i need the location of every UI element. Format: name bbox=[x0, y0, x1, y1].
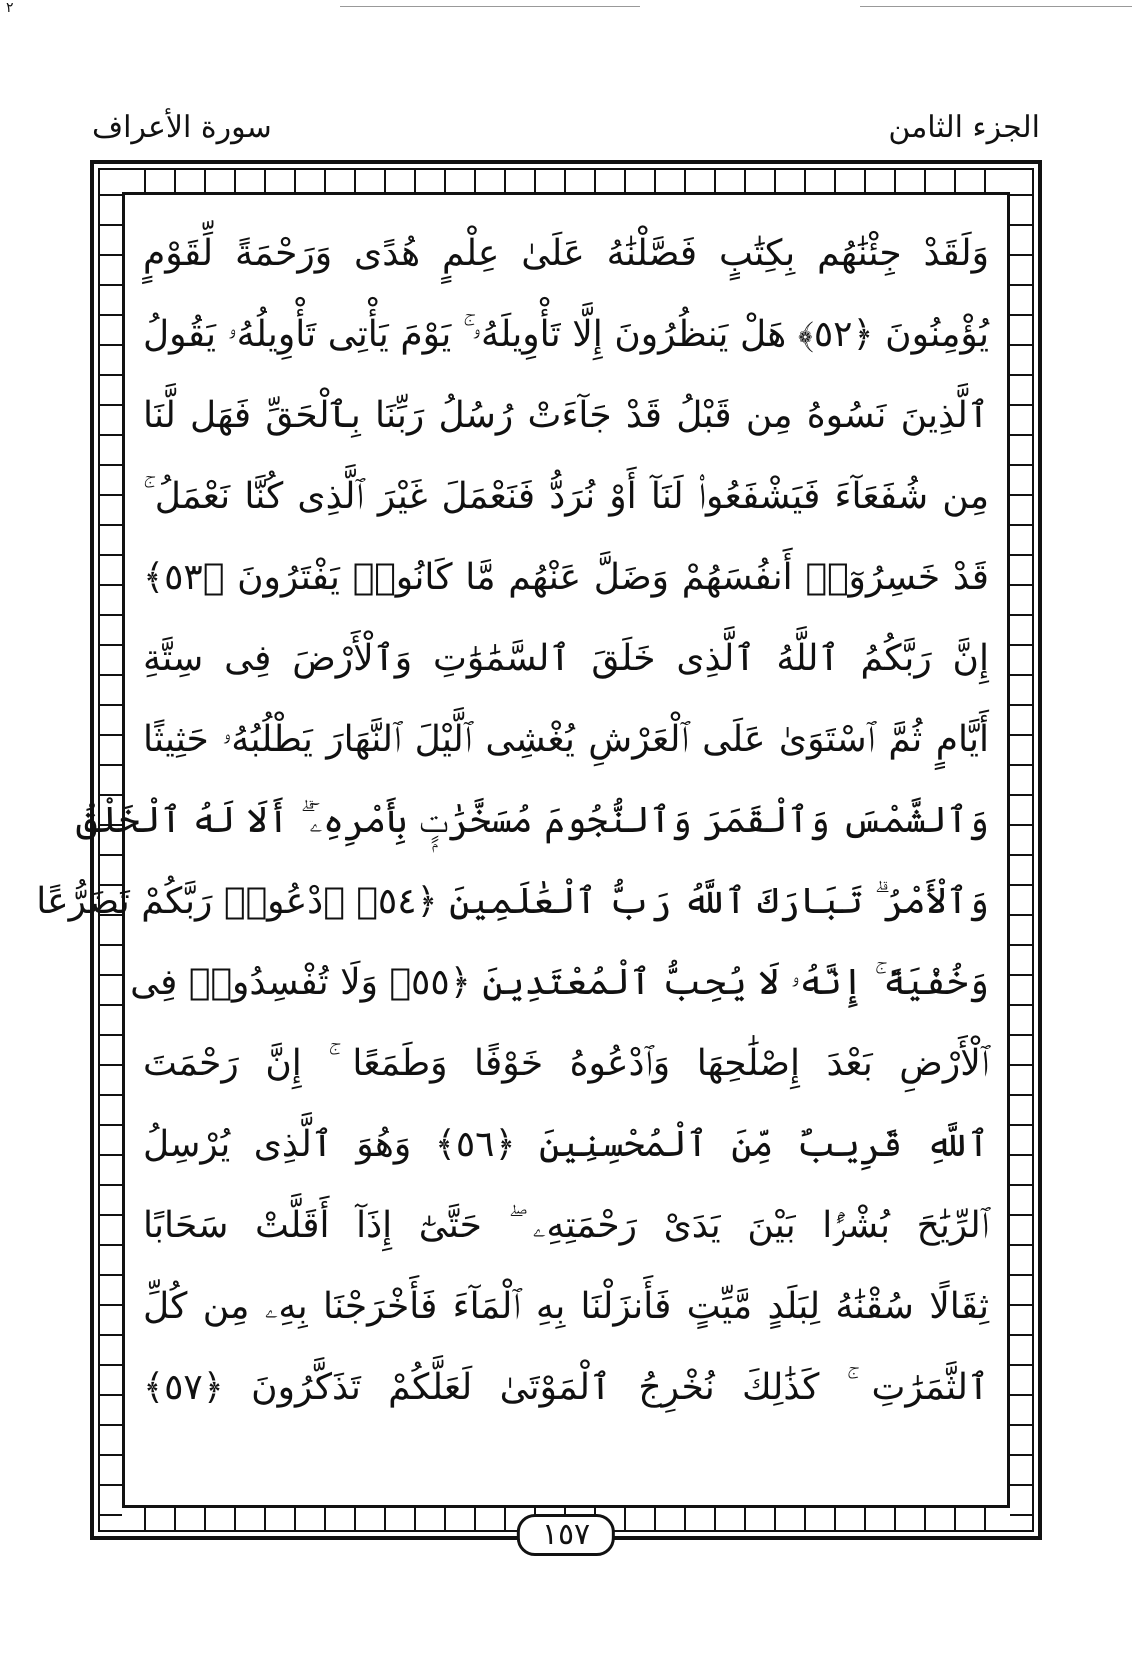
top-rule-right bbox=[860, 6, 1132, 7]
text-line: أَيَّامٍ ثُمَّ ٱسْتَوَىٰ عَلَى ٱلْعَرْشِ يُغْشِى ٱلَّيْلَ ٱلنَّهَارَ يَطْلُبُهُۥ حَثِيثًا bbox=[143, 719, 989, 760]
text-line: ٱللَّهِ قَرِيبٌ مِّنَ ٱلْمُحْسِنِينَ ﴿٥٦﴾ وَهُوَ ٱلَّذِى يُرْسِلُ bbox=[143, 1124, 989, 1165]
text-line: ٱلثَّمَرَٰتِ ۚ كَذَٰلِكَ نُخْرِجُ ٱلْمَوْتَىٰ لَعَلَّكُمْ تَذَكَّرُونَ ﴿٥٧﴾ bbox=[143, 1367, 990, 1408]
text-line: مِن شُفَعَآءَ فَيَشْفَعُوا۟ لَنَآ أَوْ نُرَدُّ فَنَعْمَلَ غَيْرَ ٱلَّذِى كُنَّا نَعْمَلُ ۚ bbox=[143, 476, 989, 517]
text-line: ثِقَالًا سُقْنَٰهُ لِبَلَدٍ مَّيِّتٍ فَأَنزَلْنَا بِهِ ٱلْمَآءَ فَأَخْرَجْنَا بِهِۦ مِن كُلِّ bbox=[143, 1286, 989, 1327]
text-line: وَخُفْيَةً ۚ إِنَّهُۥ لَا يُحِبُّ ٱلْمُعْتَدِينَ ﴿٥٥﴾ وَلَا تُفْسِدُوا۟ فِى bbox=[130, 962, 989, 1003]
text-line: يُؤْمِنُونَ ﴿٥٢﴾ هَلْ يَنظُرُونَ إِلَّا تَأْوِيلَهُۥ ۚ يَوْمَ يَأْتِى تَأْوِيلُهُۥ يَقُولُ bbox=[143, 314, 989, 355]
page-number: ١٥٧ bbox=[517, 1514, 615, 1556]
top-rule-left bbox=[340, 6, 640, 7]
text-line: وَٱلْأَمْرُ ۗ تَبَارَكَ ٱللَّهُ رَبُّ ٱلْعَٰلَمِينَ ﴿٥٤﴾ ٱدْعُوا۟ رَبَّكُمْ تَضَرُّعًا bbox=[36, 881, 989, 922]
text-line: وَلَقَدْ جِئْنَٰهُم بِكِتَٰبٍ فَصَّلْنَٰهُ عَلَىٰ عِلْمٍ هُدًى وَرَحْمَةً لِّقَوْمٍ bbox=[143, 233, 989, 274]
text-line: إِنَّ رَبَّكُمُ ٱللَّهُ ٱلَّذِى خَلَقَ ٱلسَّمَٰوَٰتِ وَٱلْأَرْضَ فِى سِتَّةِ bbox=[143, 638, 989, 679]
juz-title: الجزء الثامن bbox=[888, 110, 1040, 145]
decorative-frame bbox=[36, 160, 1042, 1552]
text-line: ٱلَّذِينَ نَسُوهُ مِن قَبْلُ قَدْ جَآءَتْ رُسُلُ رَبِّنَا بِٱلْحَقِّ فَهَل لَّنَا bbox=[143, 395, 989, 436]
text-line: قَدْ خَسِرُوٓا۟ أَنفُسَهُمْ وَضَلَّ عَنْهُم مَّا كَانُوا۟ يَفْتَرُونَ ﴿٥٣﴾ bbox=[143, 557, 989, 598]
page-header bbox=[92, 110, 1040, 158]
text-panel bbox=[36, 192, 1010, 1508]
text-line: وَٱلشَّمْسَ وَٱلْقَمَرَ وَٱلنُّجُومَ مُسَخَّرَٰتٍۭ بِأَمْرِهِۦٓ ۗ أَلَا لَهُ ٱلْخَلْقُ bbox=[76, 800, 989, 841]
surah-title: سورة الأعراف bbox=[92, 110, 272, 145]
text-line: ٱلْأَرْضِ بَعْدَ إِصْلَٰحِهَا وَٱدْعُوهُ خَوْفًا وَطَمَعًا ۚ إِنَّ رَحْمَتَ bbox=[143, 1043, 989, 1084]
text-line: ٱلرِّيَٰحَ بُشْرًۢا بَيْنَ يَدَىْ رَحْمَتِهِۦ ۖ حَتَّىٰٓ إِذَآ أَقَلَّتْ سَحَابًا bbox=[143, 1205, 989, 1246]
verse-text bbox=[36, 213, 990, 1487]
scan-corner-mark: ٢ bbox=[6, 0, 14, 16]
